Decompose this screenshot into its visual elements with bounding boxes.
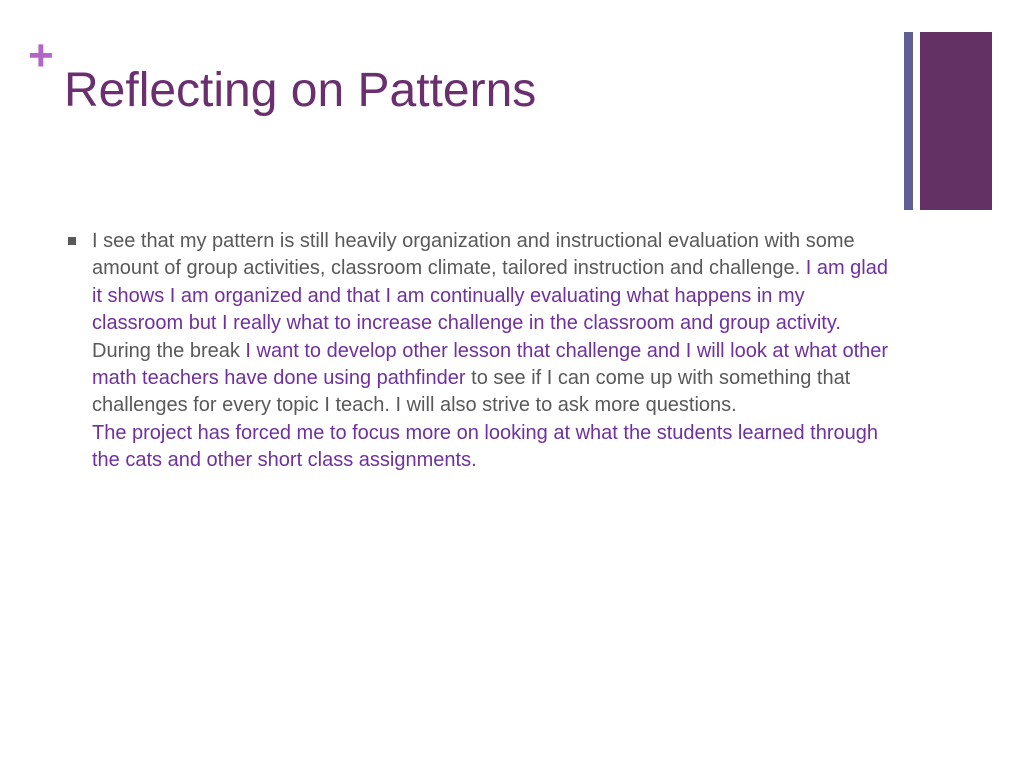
body-text-segment: During the break [92,339,246,362]
slide-title: Reflecting on Patterns [64,64,537,117]
plus-decoration: + [28,31,54,80]
bullet-item [64,228,894,475]
body-text-segment: to see if I can come up with something that challenges for every topic I teach. I will also strive to ask more questions. [92,367,851,417]
bullet-list [64,228,894,475]
accent-bar-thin [904,32,913,210]
highlight-text-segment: I am glad it shows I am organized and that I am continually evaluating what happens in my classroom but I really what to increase challenge in the classroom and group activity. [92,257,888,335]
square-bullet-icon [68,237,76,245]
highlight-text-segment: The project has forced me to focus more on looking at what the students learned through the cats and other short class assignments. [92,421,879,472]
highlight-text-segment: I want to develop other lesson that challenge and I will look at what other math teachers have done using pathfinder [92,339,889,390]
body-text-segment: I see that my pattern is still heavily organization and instructional evaluation with some amount of group activities, classroom climate, tailored instruction and challenge. [92,230,855,280]
accent-bar-block [920,32,992,210]
